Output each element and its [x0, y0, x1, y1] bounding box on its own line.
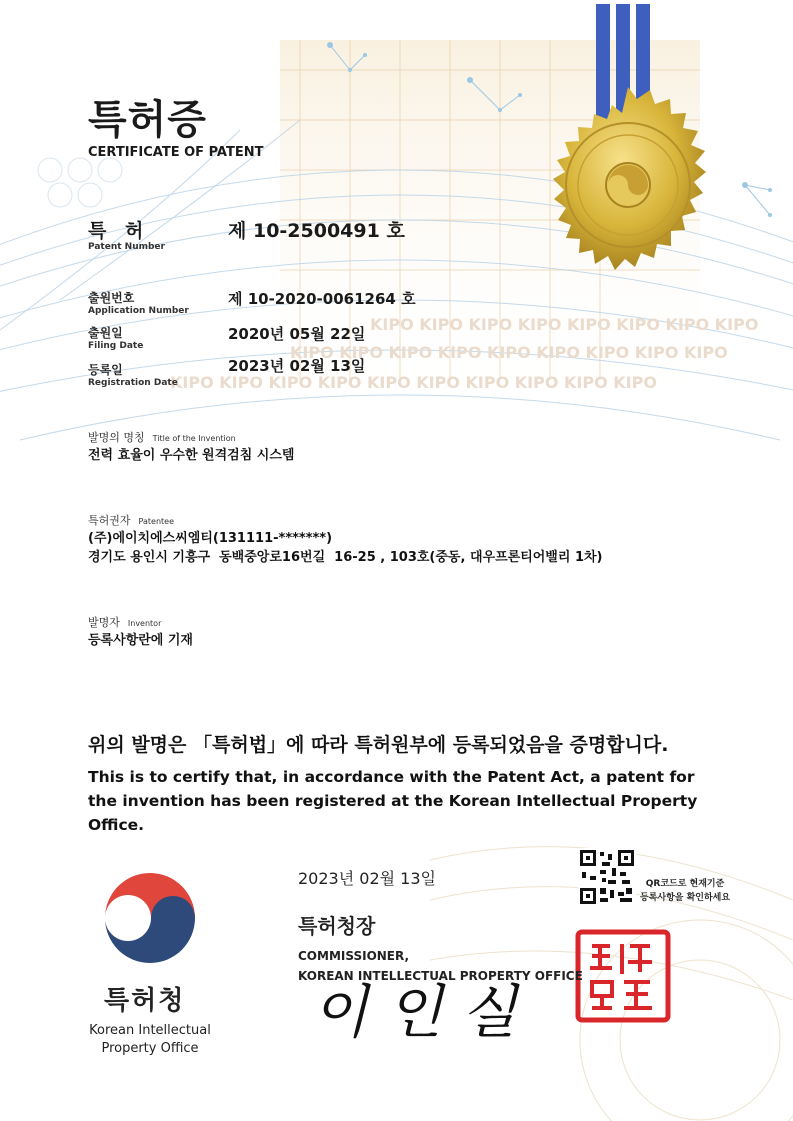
watermark-row-3: KIPO KIPO KIPO KIPO KIPO KIPO KIPO KIPO KIPO KIPO — [170, 373, 657, 392]
office-name-en-line2: Property Office — [101, 1041, 199, 1056]
patentee-label-en: Patentee — [138, 517, 174, 526]
patent-number-label-en: Patent Number — [88, 242, 165, 252]
signature-text: 이 인 실 — [312, 978, 517, 1046]
registration-date-label-en: Registration Date — [88, 378, 178, 388]
office-name-en-line1: Korean Intellectual — [89, 1023, 211, 1038]
qr-caption — [640, 877, 730, 905]
qr-caption-line2: 등록사항을 확인하세요 — [640, 893, 731, 903]
patentee-label-group — [88, 509, 174, 528]
certificate-title: 특허증 — [88, 97, 207, 143]
invention-title: 전력 효율이 우수한 원격검침 시스템 — [88, 448, 295, 463]
certificate-title-en: CERTIFICATE OF PATENT — [88, 145, 264, 160]
patentee-name: (주)에이치에스씨엠티(131111-*******) — [88, 531, 333, 546]
invention-label-en: Title of the Invention — [152, 434, 236, 443]
certification-text-en: This is to certify that, in accordance with the Patent Act, a patent for the invention has been registered at the Korean Intellectual Property Office. — [88, 768, 698, 834]
issue-date: 2023년 02월 13일 — [298, 869, 436, 888]
application-number-label: 출원번호 — [88, 291, 135, 305]
filing-date-label: 출원일 — [88, 326, 123, 340]
inventor-label: 발명자 — [88, 616, 120, 629]
registration-date-value: 2023년 02월 13일 — [228, 357, 366, 375]
commissioner-title: 특허청장 — [298, 914, 376, 938]
office-name: 특허청 — [104, 986, 186, 1016]
watermark-row-1: KIPO KIPO KIPO KIPO KIPO KIPO KIPO KIPO — [370, 315, 759, 334]
commissioner-title-en-line1: COMMISSIONER, — [298, 949, 410, 963]
watermark-row-2: KIPO KIPO KIPO KIPO KIPO KIPO KIPO KIPO KIPO — [290, 343, 728, 362]
qr-caption-line1: QR코드로 현재기준 — [645, 879, 725, 889]
kipo-logo-icon — [105, 873, 195, 963]
official-stamp-icon — [578, 932, 668, 1020]
qr-code-icon — [578, 848, 636, 906]
patent-number-value: 제 10-2500491 호 — [228, 220, 405, 242]
invention-label: 발명의 명칭 — [88, 431, 145, 444]
registration-date-label: 등록일 — [88, 363, 123, 377]
application-number-label-en: Application Number — [88, 306, 189, 316]
certification-text-kr: 위의 발명은 「특허법」에 따라 특허원부에 등록되었음을 증명합니다. — [88, 734, 669, 756]
commissioner-title-en — [298, 946, 583, 986]
commissioner-title-en-line2: KOREAN INTELLECTUAL PROPERTY OFFICE — [298, 969, 583, 983]
patentee-address: 경기도 용인시 기흥구 동백중앙로16번길 16-25 , 103호(중동, 대우프론티어밸리 1차) — [88, 550, 603, 565]
invention-label-group — [88, 426, 236, 445]
inventor-label-en: Inventor — [127, 619, 162, 628]
inventor-label-group — [88, 611, 161, 630]
filing-date-value: 2020년 05월 22일 — [228, 325, 366, 343]
inventor-value: 등록사항란에 기재 — [88, 633, 193, 648]
office-name-en — [80, 1022, 220, 1058]
signature — [312, 978, 520, 1046]
patentee-label: 특허권자 — [88, 514, 131, 527]
patent-number-label: 특 허 — [88, 220, 150, 242]
application-number-value: 제 10-2020-0061264 호 — [228, 290, 416, 308]
filing-date-label-en: Filing Date — [88, 341, 144, 351]
